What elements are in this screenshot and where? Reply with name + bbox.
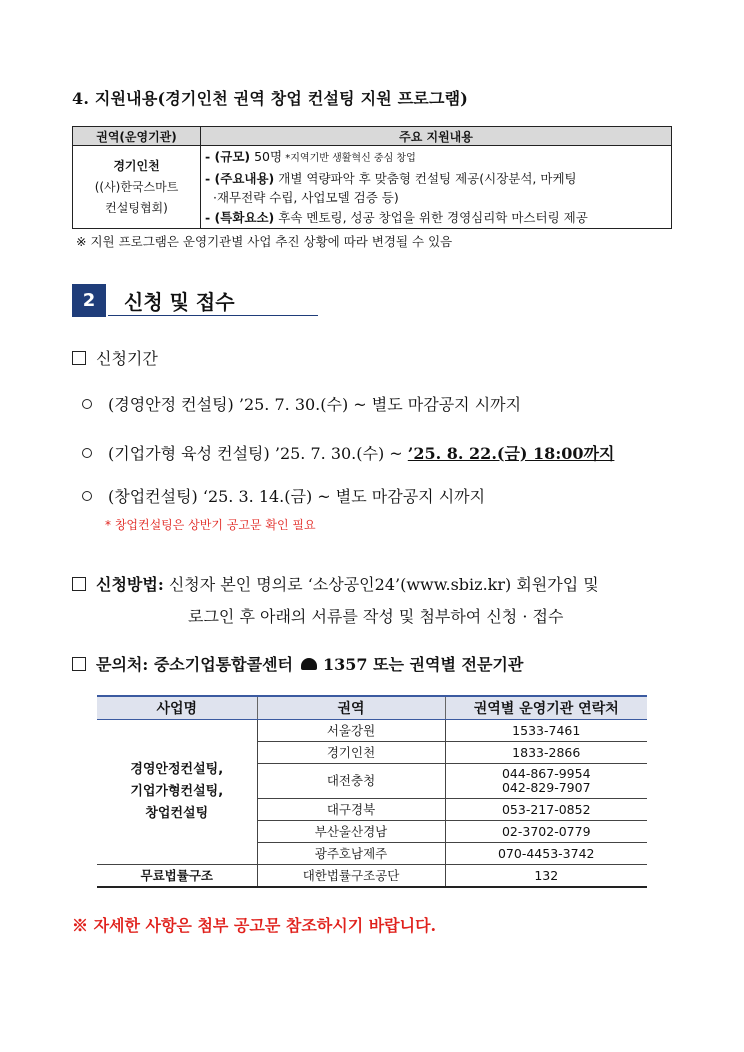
contact-number: 1357 [322, 655, 368, 674]
section-title-underline [108, 315, 318, 316]
section-title: 신청 및 접수 [124, 290, 235, 314]
main-label: - (주요내용) [205, 170, 275, 186]
org-name: 경기인천 [113, 158, 160, 173]
table-header-content: 주요 지원내용 [201, 127, 672, 146]
legal-region-cell: 대한법률구조공단 [257, 865, 445, 888]
region-cell: 서울강원 [257, 720, 445, 742]
method-line-2: 로그인 후 아래의 서류를 작성 및 첨부하여 신청 · 접수 [188, 607, 564, 626]
support-content-table [72, 126, 672, 229]
business-group-cell [97, 720, 257, 865]
org-detail-2: 컨설팅협회) [105, 200, 168, 215]
phone-cell: 1833-2866 [445, 742, 647, 764]
contact-header [72, 652, 523, 675]
period-item-startup [82, 484, 485, 507]
org-cell [73, 146, 201, 229]
content-line-main-cont: ·재무전략 수립, 사업모델 검증 등) [213, 190, 399, 205]
table-row [97, 720, 647, 742]
section-4-note: ※ 지원 프로그램은 운영기관별 사업 추진 상황에 따라 변경될 수 있음 [76, 234, 453, 249]
scale-sub: *지역기반 생활혁신 중심 창업 [282, 153, 416, 164]
special-text: 후속 멘토링, 성공 창업을 위한 경영심리학 마스터링 제공 [274, 209, 588, 225]
period-item-label: (창업컨설팅) [108, 487, 198, 506]
phone-cell [445, 764, 647, 799]
contact-header-phone: 권역별 운영기관 연락처 [445, 696, 647, 720]
phone-cell: 070-4453-3742 [445, 843, 647, 865]
method-text-1: 신청자 본인 명의로 ‘소상공인24’(www.sbiz.kr) 회원가입 및 [163, 575, 599, 594]
method-label: 신청방법: [96, 575, 164, 594]
scale-label: - (규모) [205, 149, 251, 164]
contact-center: 중소기업통합콜센터 [148, 655, 293, 674]
org-detail-1: ((사)한국스마트 [94, 179, 179, 194]
section-4-title: 4. 지원내용(경기인천 권역 창업 컨설팅 지원 프로그램) [72, 89, 469, 108]
contact-header-region: 권역 [257, 696, 445, 720]
phone-line-1: 044-867-9954 [501, 766, 591, 781]
period-item-label: (경영안정 컨설팅) [108, 395, 234, 414]
startup-note: * 창업컨설팅은 상반기 공고문 확인 필요 [105, 518, 316, 532]
method-line-1 [72, 572, 672, 595]
phone-icon [301, 658, 317, 670]
business-name-2: 기업가형컨설팅, [130, 784, 224, 799]
phone-cell: 1533-7461 [445, 720, 647, 742]
contact-table [97, 695, 647, 888]
business-name-1: 경영안정컨설팅, [130, 762, 224, 777]
checkbox-square-icon [72, 657, 86, 671]
region-cell: 광주호남제주 [257, 843, 445, 865]
application-method [72, 572, 672, 627]
content-cell [201, 146, 672, 229]
period-item-text: ’25. 7. 30.(수) ~ 별도 마감공지 시까지 [233, 395, 522, 414]
region-cell: 경기인천 [257, 742, 445, 764]
period-item-text: ‘25. 3. 14.(금) ~ 별도 마감공지 시까지 [197, 487, 486, 506]
phone-cell: 053-217-0852 [445, 799, 647, 821]
scale-text: 50명 [250, 149, 283, 164]
period-header-label: 신청기간 [96, 349, 158, 368]
special-label: - (특화요소) [205, 209, 275, 225]
period-deadline: ’25. 8. 22.(금) 18:00까지 [407, 444, 615, 463]
bullet-circle-icon [82, 448, 92, 458]
table-row [97, 865, 647, 888]
contact-label: 문의처: [96, 655, 149, 674]
region-cell: 대전충청 [257, 764, 445, 799]
content-line-special [205, 208, 669, 228]
period-header [72, 346, 158, 369]
period-item-entrepreneur [82, 441, 614, 464]
phone-line-2: 042-829-7907 [501, 780, 591, 795]
checkbox-square-icon [72, 577, 86, 591]
legal-phone-cell: 132 [445, 865, 647, 888]
content-line-main [205, 169, 669, 189]
period-item-management [82, 392, 521, 415]
contact-tail: 또는 권역별 전문기관 [367, 655, 524, 674]
checkbox-square-icon [72, 351, 86, 365]
main-text: 개별 역량파악 후 맞춤형 컨설팅 제공(시장분석, 마케팅 [274, 170, 577, 186]
legal-business-cell: 무료법률구조 [97, 865, 257, 888]
period-item-text: ’25. 7. 30.(수) ~ [269, 444, 408, 463]
region-cell: 부산울산경남 [257, 821, 445, 843]
region-cell: 대구경북 [257, 799, 445, 821]
section-number-badge: 2 [72, 284, 106, 317]
bullet-circle-icon [82, 491, 92, 501]
period-item-label: (기업가형 육성 컨설팅) [108, 444, 270, 463]
contact-header-business: 사업명 [97, 696, 257, 720]
closing-notice: ※ 자세한 사항은 첨부 공고문 참조하시기 바랍니다. [72, 916, 437, 935]
content-line-scale [205, 147, 669, 169]
table-header-region: 권역(운영기관) [73, 127, 201, 146]
business-name-3: 창업컨설팅 [145, 806, 209, 821]
bullet-circle-icon [82, 399, 92, 409]
phone-cell: 02-3702-0779 [445, 821, 647, 843]
